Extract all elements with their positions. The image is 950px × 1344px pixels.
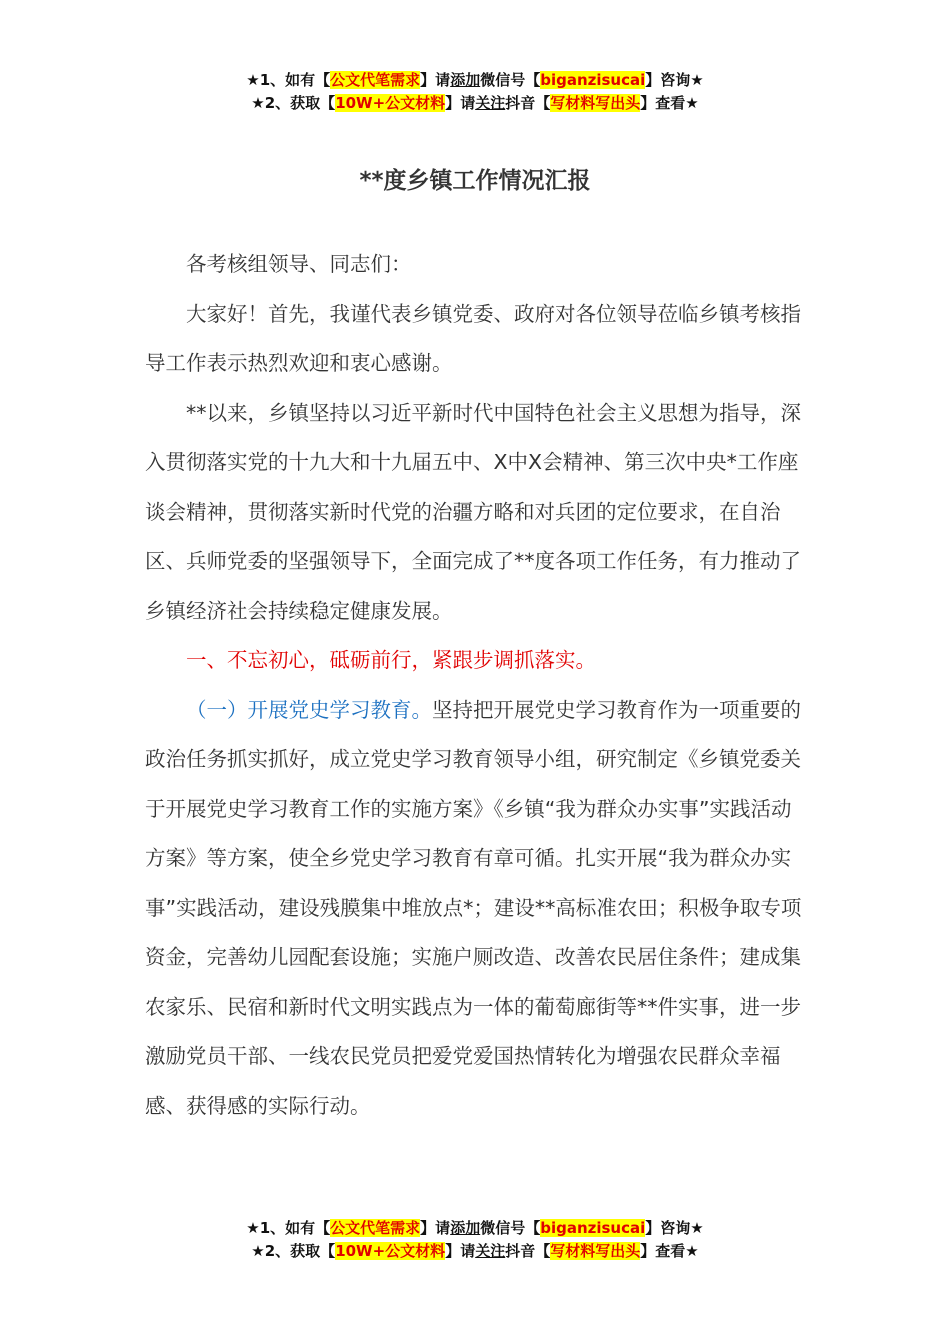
- footer-text: ★1、如有【: [246, 1219, 331, 1237]
- highlight-text: 公文代笔需求: [330, 1219, 421, 1237]
- header-text: 微信号【: [480, 71, 541, 89]
- douyin-account: 写材料写出头: [550, 94, 641, 112]
- paragraph: **以来，乡镇坚持以习近平新时代中国特色社会主义思想为指导，深入贯彻落实党的十九大和十九届五中、X中X会精神、第三次中央*工作座谈会精神，贯彻落实新时代党的治疆方略和对兵团的定位要求，在自治区、兵师党委的坚强领导下，全面完成了**度各项工作任务，有力推动了乡镇经济社会持续稳定健康发展。: [145, 400, 801, 623]
- header-text: 】请: [420, 71, 451, 89]
- highlight-text: 10W+公文材料: [335, 1242, 446, 1260]
- underlined-text: 添加: [450, 1219, 481, 1237]
- document-body: [145, 240, 810, 1131]
- greeting: 各考核组领导、同志们：: [186, 252, 412, 276]
- header-text: ★1、如有【: [246, 71, 331, 89]
- footer-text: 】咨询★: [645, 1219, 704, 1237]
- underlined-text: 添加: [450, 71, 481, 89]
- header-line-2: [0, 92, 950, 115]
- paragraph: 大家好！首先，我谨代表乡镇党委、政府对各位领导莅临乡镇考核指导工作表示热烈欢迎和衷心感谢。: [145, 301, 801, 375]
- header-line-1: [0, 69, 950, 92]
- header-text: 抖音【: [505, 94, 551, 112]
- header-text: 】咨询★: [645, 71, 704, 89]
- header-text: 】请: [445, 94, 476, 112]
- header-text: ★2、获取【: [251, 94, 336, 112]
- footer-line-1: [0, 1217, 950, 1240]
- document-title: **度乡镇工作情况汇报: [359, 168, 591, 194]
- wechat-id: biganzisucai: [540, 1219, 646, 1237]
- subsection-text: 坚持把开展党史学习教育作为一项重要的政治任务抓实抓好，成立党史学习教育领导小组，研究制定《乡镇党委关于开展党史学习教育工作的实施方案》《乡镇“我为群众办实事”实践活动方案》等方案，使全乡党史学习教育有章可循。扎实开展“我为群众办实事”实践活动，建设残膜集中堆放点*；建设**高标准农田；积极争取专项资金，完善幼儿园配套设施；实施户厕改造、改善农民居住条件；建成集农家乐、民宿和新时代文明实践点为一体的葡萄廊街等**件实事，进一步激励党员干部、一线农民党员把爱党爱国热情转化为增强农民群众幸福感、获得感的实际行动。: [145, 697, 802, 1118]
- douyin-account: 写材料写出头: [550, 1242, 641, 1260]
- highlight-text: 公文代笔需求: [330, 71, 421, 89]
- footer-text: 】请: [420, 1219, 451, 1237]
- footer-line-2: [0, 1240, 950, 1263]
- underlined-text: 关注: [475, 94, 506, 112]
- footer-text: 抖音【: [505, 1242, 551, 1260]
- section-heading: 一、不忘初心，砥砺前行，紧跟步调抓落实。: [186, 648, 596, 672]
- underlined-text: 关注: [475, 1242, 506, 1260]
- footer-text: 】请: [445, 1242, 476, 1260]
- highlight-text: 10W+公文材料: [335, 94, 446, 112]
- wechat-id: biganzisucai: [540, 71, 646, 89]
- footer-text: 】查看★: [640, 1242, 699, 1260]
- paragraph: [145, 686, 810, 1132]
- subsection-heading: （一）开展党史学习教育。: [186, 697, 432, 722]
- footer-text: ★2、获取【: [251, 1242, 336, 1260]
- header-banner: [0, 69, 950, 115]
- header-text: 】查看★: [640, 94, 699, 112]
- footer-banner: [0, 1217, 950, 1263]
- footer-text: 微信号【: [480, 1219, 541, 1237]
